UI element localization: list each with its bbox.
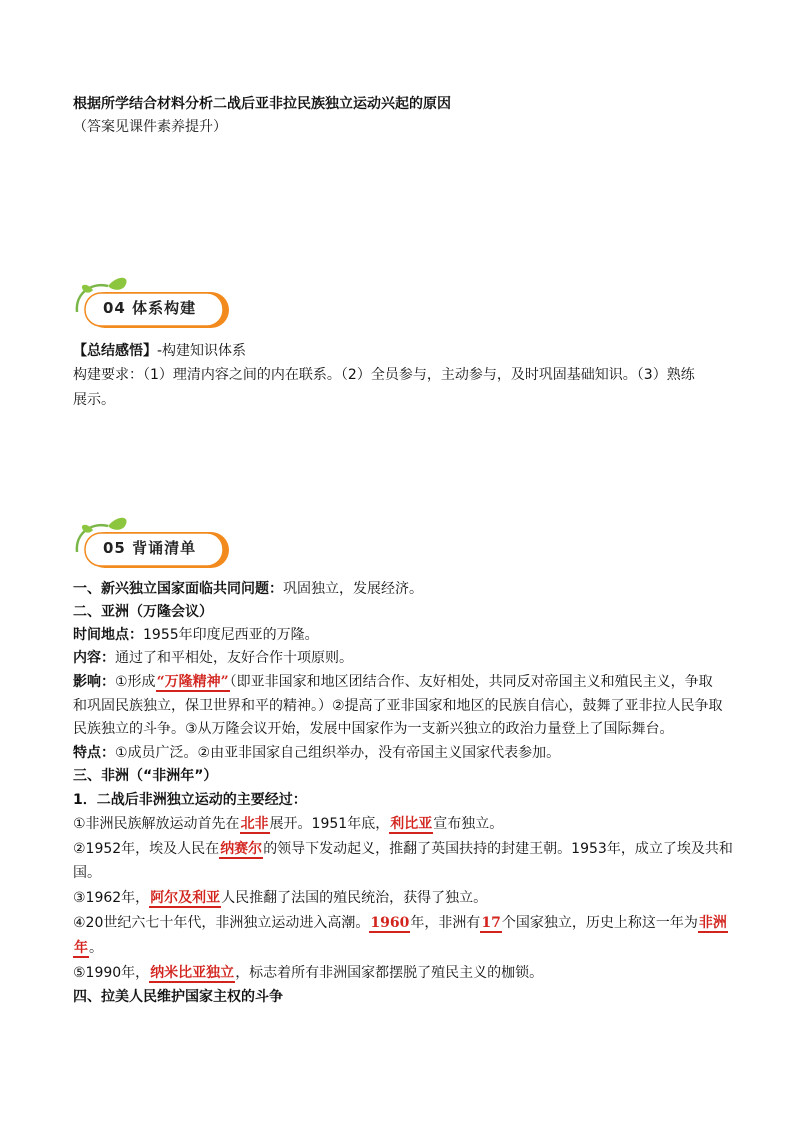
heading-1-bold: 一、新兴独立国家面临共同问题： — [73, 581, 283, 597]
a2-pre: ②1952年，埃及人民在 — [73, 841, 220, 857]
feature-label: 特点： — [73, 745, 115, 761]
heading-1 — [73, 578, 423, 600]
heading-2: 二、亚洲（万隆会议） — [73, 604, 213, 620]
africa-item-4-cont — [73, 937, 103, 959]
a1-keyword-1: 北非 — [240, 816, 269, 832]
feature-line — [73, 742, 560, 764]
a2-keyword: 纳赛尔 — [220, 841, 263, 857]
heading-1-rest: 巩固独立，发展经济。 — [283, 581, 423, 597]
time-place-line — [73, 624, 319, 646]
a4-line2-post: 。 — [89, 940, 103, 956]
africa-item-1 — [73, 813, 503, 835]
section-04-title: 04 体系构建 — [103, 299, 197, 317]
intro-question: 根据所学结合材料分析二战后亚非拉民族独立运动兴起的原因 — [73, 96, 451, 112]
content-label: 内容： — [73, 650, 115, 666]
a1-pre: ①非洲民族解放运动首先在 — [73, 816, 240, 832]
summary-tag: 【总结感悟】 — [73, 343, 157, 359]
impact-line-3: 民族独立的斗争。③从万隆会议开始，发展中国家作为一支新兴独立的政治力量登上了国际舞台。 — [73, 721, 674, 737]
a1-keyword-2: 利比亚 — [390, 816, 433, 832]
time-label: 时间地点： — [73, 627, 143, 643]
a5-post: ，标志着所有非洲国家都摆脱了殖民主义的枷锁。 — [235, 965, 544, 981]
impact-line-1 — [73, 671, 713, 693]
requirement-line-1: 构建要求：（1）理清内容之间的内在联系。（2）全员参与，主动参与，及时巩固基础知识。（3）熟练 — [73, 367, 695, 383]
heading-3: 三、非洲（“非洲年”） — [73, 768, 218, 784]
content-text: 通过了和平相处，友好合作十项原则。 — [115, 650, 353, 666]
section-04-badge — [73, 272, 243, 332]
summary-rest: -构建知识体系 — [157, 343, 247, 359]
a4-keyword-count: 17 — [481, 915, 501, 931]
a4-mid-1: 年，非洲有 — [410, 915, 481, 931]
summary-line — [73, 340, 246, 362]
content-line — [73, 647, 353, 669]
a4-mid-2: 个国家独立，历史上称这一年为 — [501, 915, 698, 931]
africa-item-3 — [73, 887, 487, 909]
africa-item-4 — [73, 912, 728, 934]
africa-item-2-cont: 国。 — [73, 865, 101, 881]
heading-3-sub: 1．二战后非洲独立运动的主要经过： — [73, 792, 307, 808]
a3-pre: ③1962年， — [73, 890, 150, 906]
a4-keyword-year: 1960 — [370, 915, 410, 931]
impact-post: （即亚非国家和地区团结合作、友好相处，共同反对帝国主义和殖民主义，争取 — [229, 674, 713, 690]
africa-item-5 — [73, 962, 543, 984]
a1-mid: 展开。1951年底， — [269, 816, 390, 832]
intro-answer-note: （答案见课件素养提升） — [73, 119, 227, 135]
requirement-line-2: 展示。 — [73, 392, 115, 408]
a5-keyword: 纳米比亚独立 — [150, 965, 235, 981]
time-text: 1955年印度尼西亚的万隆。 — [143, 627, 319, 643]
impact-line-2: 和巩固民族独立，保卫世界和平的精神。）②提高了亚非国家和地区的民族自信心，鼓舞了亚非拉人民争取 — [73, 698, 723, 714]
impact-label: 影响： — [73, 674, 115, 690]
a4-pre: ④20世纪六七十年代，非洲独立运动进入高潮。 — [73, 915, 370, 931]
a3-keyword: 阿尔及利亚 — [150, 890, 221, 906]
a5-pre: ⑤1990年， — [73, 965, 150, 981]
heading-4: 四、拉美人民维护国家主权的斗争 — [73, 989, 283, 1005]
impact-pre: ①形成 — [115, 674, 156, 690]
a4-keyword-africa: 非洲 — [698, 915, 727, 931]
africa-item-2 — [73, 838, 733, 860]
section-05-title: 05 背诵清单 — [103, 539, 197, 557]
a1-post: 宣布独立。 — [433, 816, 504, 832]
a3-post: 人民推翻了法国的殖民统治，获得了独立。 — [221, 890, 488, 906]
feature-text: ①成员广泛。②由亚非国家自己组织举办，没有帝国主义国家代表参加。 — [115, 745, 561, 761]
a2-post: 的领导下发动起义，推翻了英国扶持的封建王朝。1953年，成立了埃及共和 — [263, 841, 733, 857]
section-05-badge — [73, 512, 243, 572]
impact-keyword: “万隆精神” — [156, 674, 229, 690]
a4-keyword-year-char: 年 — [74, 940, 88, 956]
